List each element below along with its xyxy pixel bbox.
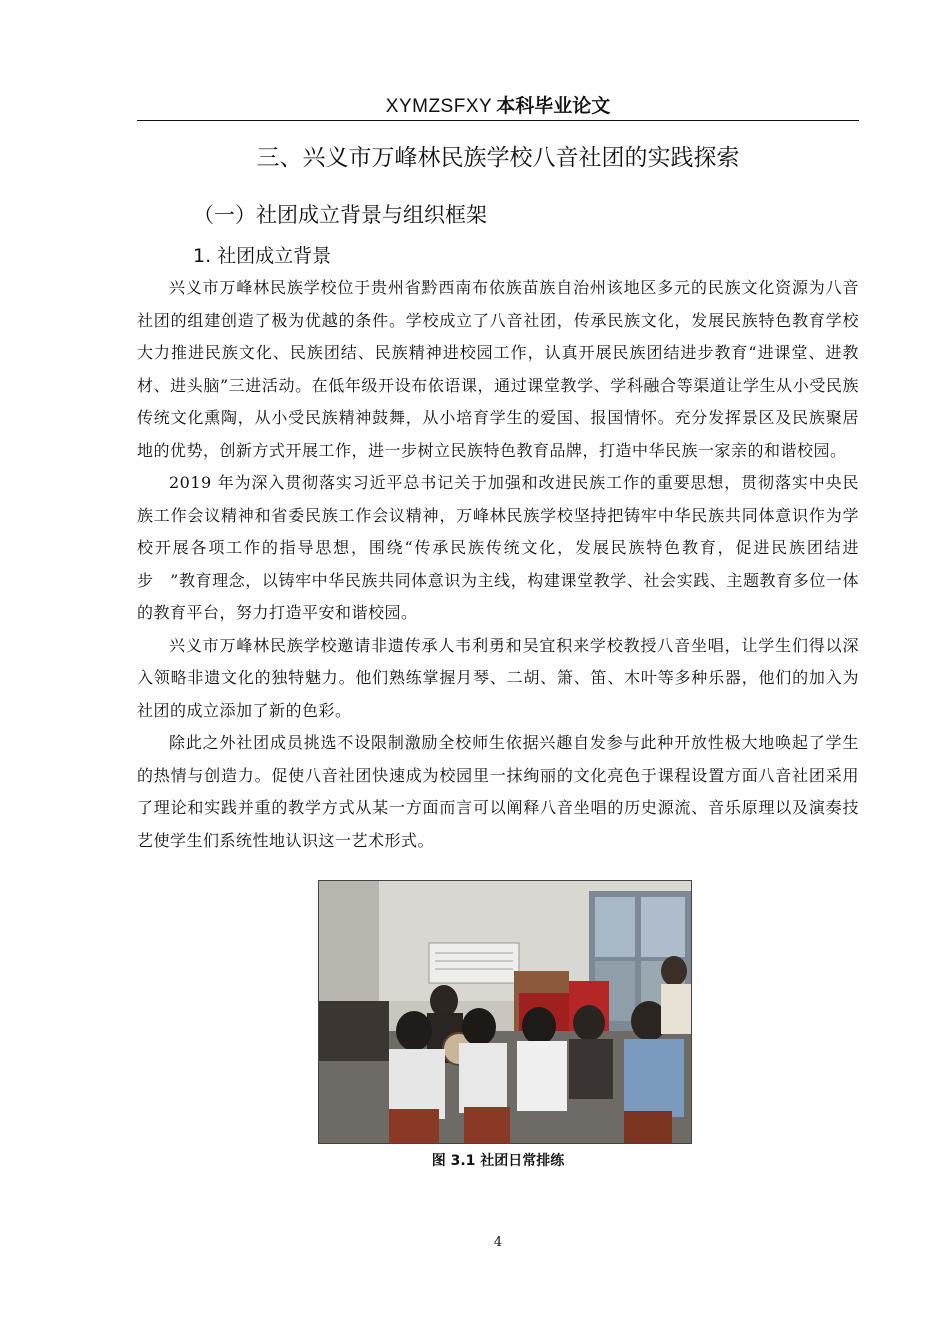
header-code: XYMZSFXY bbox=[385, 96, 493, 117]
header-label: 本科毕业论文 bbox=[496, 95, 611, 117]
subsection-title: （一）社团成立背景与组织框架 bbox=[193, 203, 487, 227]
rehearsal-photo bbox=[318, 880, 692, 1144]
page-number: 4 bbox=[493, 1235, 503, 1250]
paragraph: 2019 年为深入贯彻落实习近平总书记关于加强和改进民族工作的重要思想，贯彻落实中央民族工作会议精神和省委民族工作会议精神，万峰林民族学校坚持把铸牢中华民族共同体意识作为学校开展各项工作的指导思想，围绕“传承民族传统文化，发展民族特色教育，促进民族团结进步 ”教育理念，以铸牢中华民族共同体意识为主线，构建课堂教学、社会实践、主题教育多位一体的教育平台，努力打造平安和谐校园。 bbox=[137, 473, 859, 622]
figure-caption: 图 3.1 社团日常排练 bbox=[431, 1153, 565, 1169]
paragraph: 兴义市万峰林民族学校邀请非遗传承人韦利勇和吴宜积来学校教授八音坐唱，让学生们得以深入领略非遗文化的独特魅力。他们熟练掌握月琴、二胡、箫、笛、木叶等多种乐器，他们的加入为社团的成立添加了新的色彩。 bbox=[137, 635, 859, 720]
body-text bbox=[137, 272, 859, 857]
header-rule bbox=[137, 120, 859, 121]
subsubsection-title: 1. 社团成立背景 bbox=[193, 245, 332, 267]
paragraph: 兴义市万峰林民族学校位于贵州省黔西南布依族苗族自治州该地区多元的民族文化资源为八音社团的组建创造了极为优越的条件。学校成立了八音社团，传承民族文化，发展民族特色教育学校大力推进民族文化、民族团结、民族精神进校园工作，认真开展民族团结进步教育“进课堂、进教材、进头脑”三进活动。在低年级开设布依语课，通过课堂教学、学科融合等渠道让学生从小受民族传统文化熏陶，从小受民族精神鼓舞，从小培育学生的爱国、报国情怀。充分发挥景区及民族聚居地的优势，创新方式开展工作，进一步树立民族特色教育品牌，打造中华民族一家亲的和谐校园。 bbox=[137, 278, 859, 460]
section-title: 三、兴义市万峰林民族学校八音社团的实践探索 bbox=[256, 145, 740, 171]
running-header bbox=[137, 92, 859, 120]
paragraph: 除此之外社团成员挑选不设限制激励全校师生依据兴趣自发参与此种开放性极大地唤起了学生的热情与创造力。促使八音社团快速成为校园里一抹绚丽的文化亮色于课程设置方面八音社团采用了理论和实践并重的教学方式从某一方面而言可以阐释八音坐唱的历史源流、音乐原理以及演奏技艺使学生们系统性地认识这一艺术形式。 bbox=[137, 733, 859, 850]
